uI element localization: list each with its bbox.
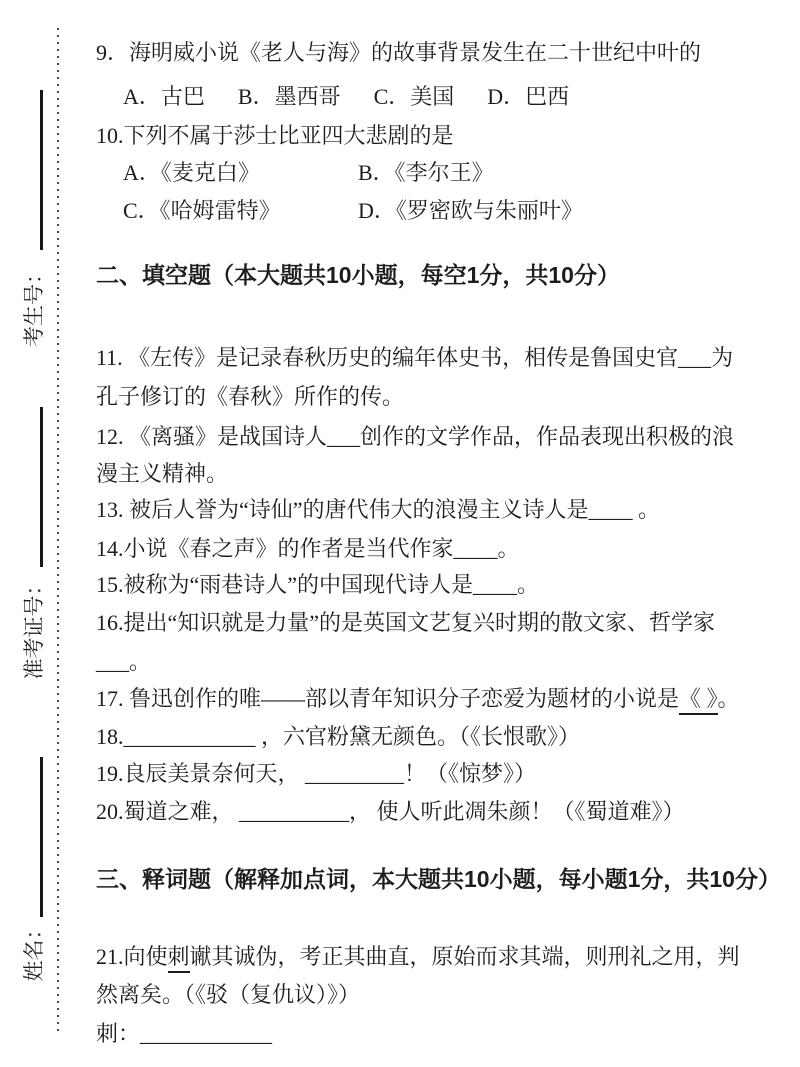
question-21-line1 — [96, 944, 768, 970]
question-17 — [96, 686, 768, 712]
question-17-blank-brackets: 《 》 — [679, 686, 718, 715]
question-21-answer-line — [96, 1021, 768, 1047]
question-21-suffix: 谳其诚伪，考正其曲直，原始而求其端，则刑礼之用，判 — [189, 944, 740, 969]
candidate-number-label: 考生号： — [22, 263, 46, 347]
admission-ticket-label: 准考证号： — [22, 574, 46, 680]
question-10-options — [96, 160, 768, 224]
question-17-text: 17. 鲁迅创作的唯——部以青年知识分子恋爱为题材的小说是 — [96, 686, 680, 711]
question-19: 19.良辰美景奈何天， _________！（《惊梦》） — [96, 761, 537, 786]
question-11-line1: 11. 《左传》是记录春秋历史的编年体史书，相传是鲁国史官___为 — [96, 345, 734, 370]
question-9-options — [96, 84, 768, 110]
question-11-line2: 孔子修订的《春秋》所作的传。 — [96, 384, 405, 409]
question-21-dotted-word: 刺 — [168, 944, 190, 973]
question-18: 18.____________ ，六官粉黛无颜色。（《长恨歌》） — [96, 724, 581, 749]
question-10-option-a: A．《麦克白》 — [123, 160, 260, 185]
admission-ticket-fill-line — [40, 407, 43, 567]
question-9-option-a: A．古巴 — [123, 84, 205, 109]
name-label: 姓名： — [22, 918, 46, 982]
question-10-option-d: D．《罗密欧与朱丽叶》 — [358, 198, 583, 223]
question-14: 14.小说《春之声》的作者是当代作家____。 — [96, 536, 520, 561]
question-15: 15.被称为“雨巷诗人”的中国现代诗人是____。 — [96, 572, 540, 597]
name-fill-line — [40, 757, 43, 917]
question-21-answer-blank: ____________ — [140, 1021, 273, 1046]
question-12-line1: 12. 《离骚》是战国诗人___创作的文学作品，作品表现出积极的浪 — [96, 424, 735, 449]
question-9-option-d: D．巴西 — [487, 84, 570, 109]
question-9-option-c: C．美国 — [373, 84, 455, 109]
question-12-line2: 漫主义精神。 — [96, 461, 229, 486]
question-9-option-b: B．墨西哥 — [237, 84, 341, 109]
question-20: 20.蜀道之难， __________， 使人听此凋朱颜！（《蜀道难》） — [96, 799, 685, 824]
question-10-option-b: B．《李尔王》 — [358, 160, 494, 185]
exam-page-body — [96, 0, 781, 1047]
question-17-period: 。 — [717, 686, 740, 711]
question-10-option-c: C．《哈姆雷特》 — [123, 198, 281, 223]
question-16-line1: 16.提出“知识就是力量”的是英国文艺复兴时期的散文家、哲学家 — [96, 610, 716, 635]
question-21-term: 刺： — [96, 1021, 141, 1046]
question-10-stem: 10.下列不属于莎士比亚四大悲剧的是 — [96, 123, 454, 148]
question-9-stem: 9．海明威小说《老人与海》的故事背景发生在二十世纪中叶的 — [96, 40, 702, 65]
question-16-line2: ___。 — [96, 649, 152, 674]
question-21-prefix: 21.向使 — [96, 944, 168, 969]
section-2-title: 二、填空题（本大题共10小题，每空1分，共10分） — [96, 262, 620, 288]
candidate-number-fill-line — [40, 90, 43, 250]
section-3-title: 三、释词题（解释加点词，本大题共10小题，每小题1分，共10分） — [96, 866, 781, 892]
question-13: 13. 被后人誉为“诗仙”的唐代伟大的浪漫主义诗人是____ 。 — [96, 497, 661, 522]
question-21-line2: 然离矣。（《驳（复仇议）》） — [96, 982, 361, 1007]
seal-dotted-line — [57, 28, 59, 1033]
